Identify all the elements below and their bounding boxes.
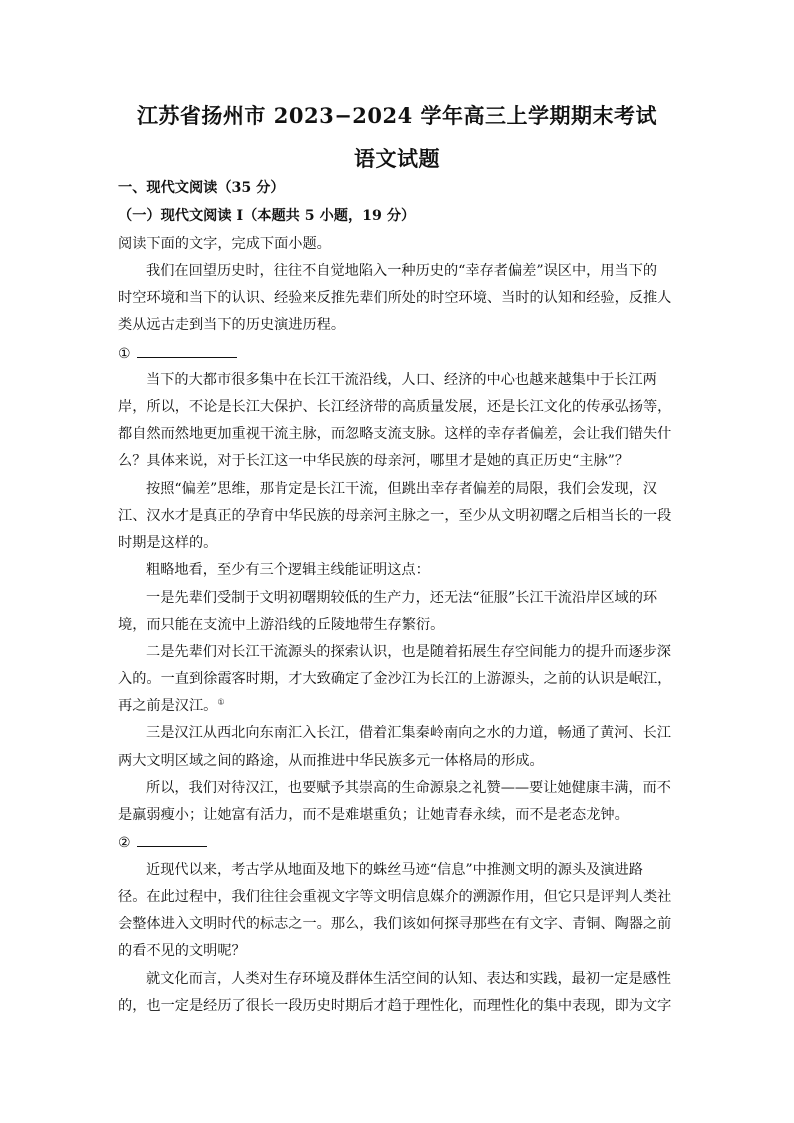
paragraph-line: 都自然而然地更加重视干流主脉，而忽略支流支脉。这样的幸存者偏差，会让我们错失什 xyxy=(118,426,672,442)
paragraph-line: 时期是这样的。 xyxy=(118,535,218,551)
paragraph-line: 当下的大都市很多集中在长江干流沿线，人口、经济的中心也越来越集中于长江两 xyxy=(146,372,657,388)
paragraph-line: 岸，所以，不论是长江大保护、长江经济带的高质量发展，还是长江文化的传承弘扬等， xyxy=(118,399,672,415)
blank-marker: ① xyxy=(118,346,131,362)
fill-in-blank xyxy=(137,832,207,847)
blank-1-row xyxy=(118,343,678,364)
document-subtitle: 语文试题 xyxy=(354,146,440,171)
paragraph-line: 所以，我们对待汉江，也要赋予其崇高的生命源泉之礼赞——要让她健康丰满，而不 xyxy=(146,780,671,796)
paragraph-line: 江、汉水才是真正的孕育中华民族的母亲河主脉之一，至少从文明初曙之后相当长的一段 xyxy=(118,508,672,524)
paragraph-line: 三是汉江从西北向东南汇入长江，借着汇集秦岭南向之水的力道，畅通了黄河、长江 xyxy=(146,725,671,741)
paragraph-line: 是羸弱瘦小；让她富有活力，而不是难堪重负；让她青春永续，而不是老态龙钟。 xyxy=(118,807,629,823)
paragraph-line: 么？具体来说，对于长江这一中华民族的母亲河，哪里才是她的真正历史“主脉”？ xyxy=(118,453,630,469)
paragraph-line: 两大文明区域之间的路途，从而推进中华民族多元一体格局的形成。 xyxy=(118,753,544,769)
paragraph-line: 时空环境和当下的认识、经验来反推先辈们所处的时空环境、当时的认知和经验，反推人 xyxy=(118,290,672,306)
blank-2-row xyxy=(118,832,678,853)
document-title: 江苏省扬州市 2023−2024 学年高三上学期期末考试 xyxy=(136,103,658,128)
blank-marker: ② xyxy=(118,835,131,851)
line-text: 再之前是汉江。 xyxy=(118,698,218,714)
section-heading: 一、现代文阅读（35 分） xyxy=(118,180,285,196)
paragraph-line xyxy=(118,696,678,716)
paragraph-line: 二是先辈们对长江干流源头的探索认识，也是随着拓展生存空间能力的提升而逐步深 xyxy=(146,644,671,660)
paragraph-line: 粗略地看，至少有三个逻辑主线能证明这点： xyxy=(146,562,430,578)
paragraph-line: 径。在此过程中，我们往往会重视文字等文明信息媒介的溯源作用，但它只是评判人类社 xyxy=(118,889,672,905)
fill-in-blank xyxy=(137,343,237,358)
footnote-mark: ① xyxy=(217,697,225,707)
instruction-text: 阅读下面的文字，完成下面小题。 xyxy=(118,236,331,252)
paragraph-line: 的看不见的文明呢？ xyxy=(118,943,246,959)
paragraph-line: 的，也一定是经历了很长一段历史时期后才趋于理性化，而理性化的集中表现，即为文字 xyxy=(118,998,672,1014)
paragraph-line: 境，而只能在支流中上游沿线的丘陵地带生存繁衍。 xyxy=(118,617,445,633)
paragraph-line: 类从远古走到当下的历史演进历程。 xyxy=(118,317,346,333)
paragraph-line: 一是先辈们受制于文明初曙期较低的生产力，还无法“征服”长江干流沿岸区域的环 xyxy=(146,590,658,606)
paragraph-line: 入的。一直到徐霞客时期，才大致确定了金沙江为长江的上游源头，之前的认识是岷江， xyxy=(118,671,672,687)
paragraph-line: 会整体进入文明时代的标志之一。那么，我们该如何探寻那些在有文字、青铜、陶器之前 xyxy=(118,916,672,932)
paragraph-line: 就文化而言，人类对生存环境及群体生活空间的认知、表达和实践，最初一定是感性 xyxy=(146,971,671,987)
subsection-heading: （一）现代文阅读 I（本题共 5 小题，19 分） xyxy=(118,208,416,224)
paragraph-line: 按照“偏差”思维，那肯定是长江干流，但跳出幸存者偏差的局限，我们会发现，汉 xyxy=(146,481,658,497)
paragraph-line: 近现代以来，考古学从地面及地下的蛛丝马迹“信息”中推测文明的源头及演进路 xyxy=(146,862,643,878)
paragraph-line: 我们在回望历史时，往往不自觉地陷入一种历史的“幸存者偏差”误区中，用当下的 xyxy=(146,263,658,279)
